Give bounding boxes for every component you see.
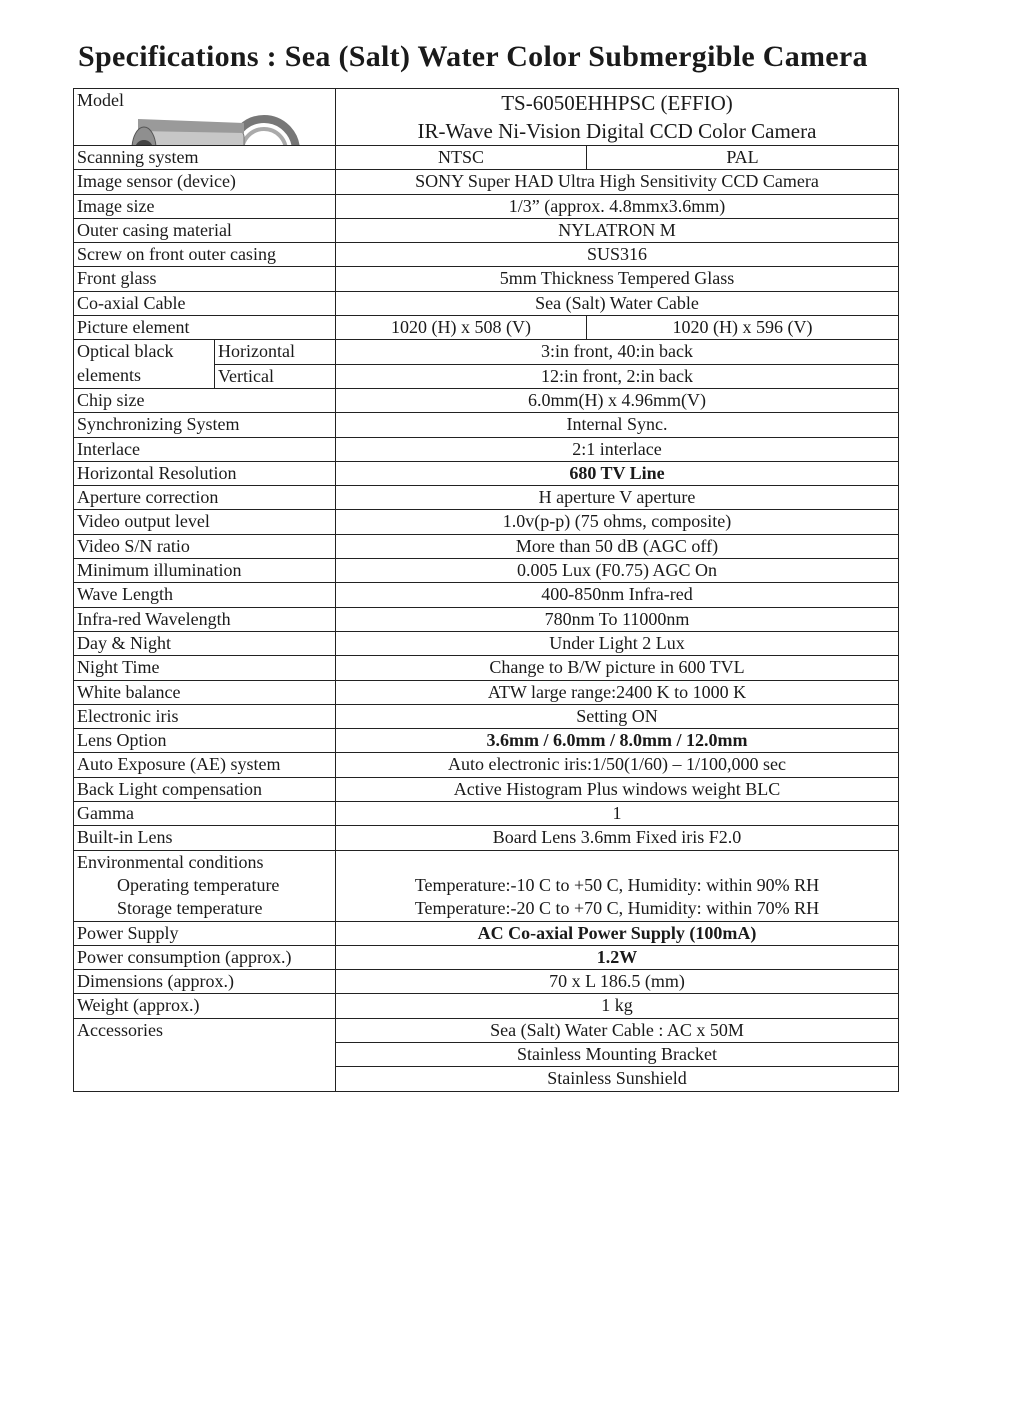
optical-black-row <box>74 340 899 364</box>
row-label: Video S/N ratio <box>74 534 336 558</box>
spec-row <box>74 583 899 607</box>
spec-table <box>73 88 899 1092</box>
spec-row <box>74 680 899 704</box>
environment-label-cell <box>74 850 336 921</box>
spec-row <box>74 510 899 534</box>
spec-row <box>74 945 899 969</box>
spec-row <box>74 753 899 777</box>
row-value: 2:1 interlace <box>336 437 899 461</box>
row-value: NYLATRON M <box>336 218 899 242</box>
spec-row <box>74 921 899 945</box>
row-value: 70 x L 186.5 (mm) <box>336 970 899 994</box>
row-value: Auto electronic iris:1/50(1/60) – 1/100,000 sec <box>336 753 899 777</box>
row-label: Weight (approx.) <box>74 994 336 1018</box>
row-label: Synchronizing System <box>74 413 336 437</box>
spec-row <box>74 437 899 461</box>
row-label: Interlace <box>74 437 336 461</box>
storage-temperature-value: Temperature:-20 C to +70 C, Humidity: within 70% RH <box>414 898 820 919</box>
row-label: Lens Option <box>74 729 336 753</box>
accessory-item: Stainless Mounting Bracket <box>336 1042 899 1066</box>
spec-row <box>74 559 899 583</box>
spec-row <box>74 607 899 631</box>
row-value: 680 TV Line <box>336 461 899 485</box>
spec-row <box>74 413 899 437</box>
spec-row <box>74 194 899 218</box>
model-row <box>74 89 899 146</box>
row-value: 780nm To 11000nm <box>336 607 899 631</box>
row-label: Picture element <box>74 316 336 340</box>
row-label: Back Light compensation <box>74 777 336 801</box>
operating-temperature-label: Operating temperature <box>117 874 280 895</box>
row-value: SONY Super HAD Ultra High Sensitivity CCD Camera <box>336 170 899 194</box>
row-value: More than 50 dB (AGC off) <box>336 534 899 558</box>
spec-row <box>74 729 899 753</box>
scanning-row <box>74 146 899 170</box>
model-code: TS-6050EHHPSC (EFFIO) <box>501 91 733 115</box>
picture-element-ntsc: 1020 (H) x 508 (V) <box>336 316 587 340</box>
spec-row <box>74 826 899 850</box>
spec-row <box>74 388 899 412</box>
row-label: Scanning system <box>74 146 336 170</box>
ntsc-header: NTSC <box>336 146 587 170</box>
row-label: Wave Length <box>74 583 336 607</box>
row-value: 400-850nm Infra-red <box>336 583 899 607</box>
row-label: Screw on front outer casing <box>74 243 336 267</box>
row-label: White balance <box>74 680 336 704</box>
storage-temperature-label: Storage temperature <box>117 898 263 919</box>
optical-horizontal-label: Horizontal <box>215 340 336 364</box>
row-label: Auto Exposure (AE) system <box>74 753 336 777</box>
row-value: 1/3” (approx. 4.8mmx3.6mm) <box>336 194 899 218</box>
row-value: Under Light 2 Lux <box>336 631 899 655</box>
row-value: Board Lens 3.6mm Fixed iris F2.0 <box>336 826 899 850</box>
accessories-label: Accessories <box>74 1018 336 1091</box>
spec-row <box>74 994 899 1018</box>
model-label: Model <box>77 90 124 110</box>
row-value: 6.0mm(H) x 4.96mm(V) <box>336 388 899 412</box>
optical-vertical-value: 12:in front, 2:in back <box>336 364 899 388</box>
spec-row <box>74 534 899 558</box>
row-label: Front glass <box>74 267 336 291</box>
row-value: 1.0v(p-p) (75 ohms, composite) <box>336 510 899 534</box>
row-label: Outer casing material <box>74 218 336 242</box>
row-label: Image size <box>74 194 336 218</box>
accessories-row <box>74 1018 899 1042</box>
row-value: Setting ON <box>336 704 899 728</box>
spec-row <box>74 802 899 826</box>
row-label: Power consumption (approx.) <box>74 945 336 969</box>
camera-product-photo-icon <box>114 109 314 146</box>
picture-element-pal: 1020 (H) x 596 (V) <box>587 316 899 340</box>
page-title: Specifications : Sea (Salt) Water Color Submergible Camera <box>78 40 868 73</box>
row-value: 3.6mm / 6.0mm / 8.0mm / 12.0mm <box>336 729 899 753</box>
row-value: Change to B/W picture in 600 TVL <box>336 656 899 680</box>
spec-row <box>74 218 899 242</box>
row-value: 1 kg <box>336 994 899 1018</box>
row-value: Internal Sync. <box>336 413 899 437</box>
row-label: Chip size <box>74 388 336 412</box>
accessory-item: Sea (Salt) Water Cable : AC x 50M <box>336 1018 899 1042</box>
environment-row <box>74 850 899 921</box>
spec-row <box>74 486 899 510</box>
spec-row <box>74 970 899 994</box>
row-value: Sea (Salt) Water Cable <box>336 291 899 315</box>
spec-row <box>74 291 899 315</box>
row-label: Power Supply <box>74 921 336 945</box>
picture-element-row <box>74 316 899 340</box>
optical-horizontal-value: 3:in front, 40:in back <box>336 340 899 364</box>
row-label: Dimensions (approx.) <box>74 970 336 994</box>
row-value: 1 <box>336 802 899 826</box>
row-label: Built-in Lens <box>74 826 336 850</box>
row-value: H aperture V aperture <box>336 486 899 510</box>
spec-row <box>74 243 899 267</box>
environment-values <box>336 850 899 921</box>
spec-row <box>74 777 899 801</box>
row-label: Horizontal Resolution <box>74 461 336 485</box>
spec-row <box>74 267 899 291</box>
row-label: Aperture correction <box>74 486 336 510</box>
spec-row <box>74 656 899 680</box>
operating-temperature-value: Temperature:-10 C to +50 C, Humidity: within 90% RH <box>414 874 820 895</box>
model-name: IR-Wave Ni-Vision Digital CCD Color Camera <box>417 119 817 143</box>
environment-spacer <box>339 851 895 874</box>
row-value: 1.2W <box>336 945 899 969</box>
row-value: Active Histogram Plus windows weight BLC <box>336 777 899 801</box>
pal-header: PAL <box>587 146 899 170</box>
optical-vertical-label: Vertical <box>215 364 336 388</box>
accessory-item: Stainless Sunshield <box>336 1067 899 1091</box>
row-label: Electronic iris <box>74 704 336 728</box>
row-value: AC Co-axial Power Supply (100mA) <box>336 921 899 945</box>
row-label: Co-axial Cable <box>74 291 336 315</box>
row-label: Infra-red Wavelength <box>74 607 336 631</box>
spec-row <box>74 631 899 655</box>
row-label: Image sensor (device) <box>74 170 336 194</box>
environment-label: Environmental conditions <box>77 851 264 872</box>
row-value: 0.005 Lux (F0.75) AGC On <box>336 559 899 583</box>
spec-row <box>74 461 899 485</box>
model-cell <box>74 89 336 146</box>
row-label: Day & Night <box>74 631 336 655</box>
model-description <box>336 89 899 146</box>
row-label: Video output level <box>74 510 336 534</box>
row-value: ATW large range:2400 K to 1000 K <box>336 680 899 704</box>
row-label: Night Time <box>74 656 336 680</box>
row-label: Minimum illumination <box>74 559 336 583</box>
row-label: Gamma <box>74 802 336 826</box>
row-value: 5mm Thickness Tempered Glass <box>336 267 899 291</box>
optical-black-label: Optical black elements <box>74 340 215 389</box>
row-value: SUS316 <box>336 243 899 267</box>
spec-row <box>74 704 899 728</box>
spec-row <box>74 170 899 194</box>
